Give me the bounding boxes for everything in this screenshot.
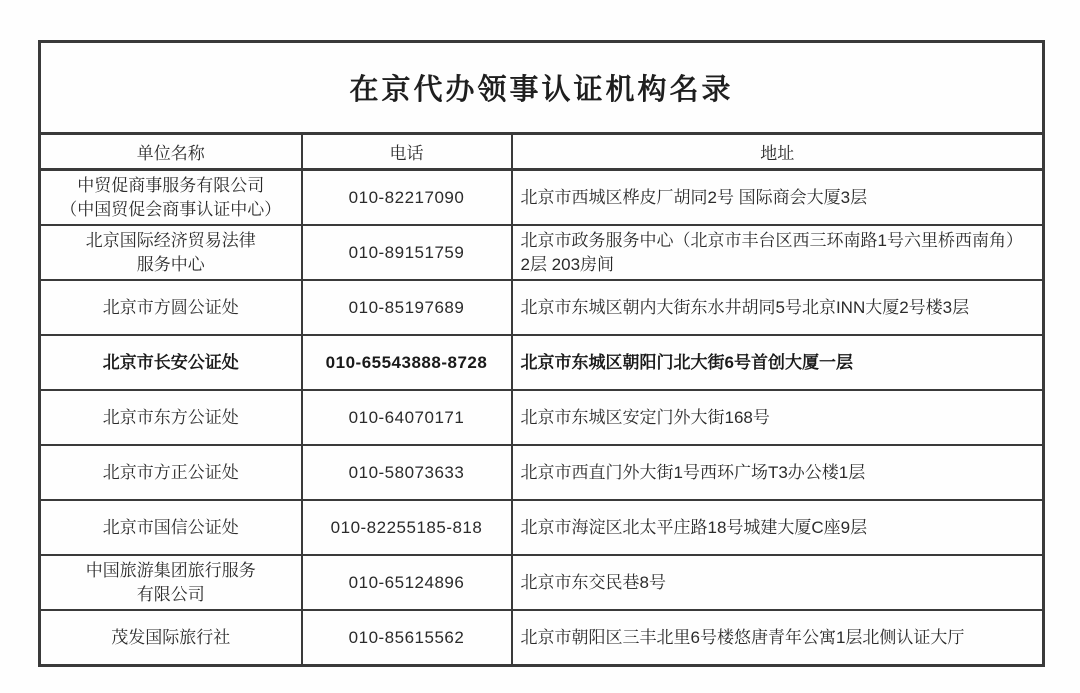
table-row <box>40 335 1044 390</box>
table-row <box>40 500 1044 555</box>
address-cell: 北京市海淀区北太平庄路18号城建大厦C座9层 <box>512 500 1044 555</box>
table-title: 在京代办领事认证机构名录 <box>40 42 1044 134</box>
column-header-3: 地址 <box>512 134 1044 170</box>
title-row <box>40 42 1044 134</box>
table-row <box>40 225 1044 280</box>
address-cell: 北京市东城区朝阳门北大街6号首创大厦一层 <box>512 335 1044 390</box>
table-row <box>40 280 1044 335</box>
directory-table <box>38 40 1045 667</box>
table-row <box>40 170 1044 226</box>
table-row <box>40 445 1044 500</box>
phone-cell: 010-85197689 <box>302 280 512 335</box>
phone-cell: 010-65543888-8728 <box>302 335 512 390</box>
phone-cell: 010-89151759 <box>302 225 512 280</box>
phone-cell: 010-82255185-818 <box>302 500 512 555</box>
address-cell: 北京市东城区安定门外大街168号 <box>512 390 1044 445</box>
column-header-2: 电话 <box>302 134 512 170</box>
address-cell: 北京市西城区桦皮厂胡同2号 国际商会大厦3层 <box>512 170 1044 226</box>
unit-name-cell: 茂发国际旅行社 <box>40 610 302 666</box>
unit-name-cell: 北京市方正公证处 <box>40 445 302 500</box>
address-cell: 北京市朝阳区三丰北里6号楼悠唐青年公寓1层北侧认证大厅 <box>512 610 1044 666</box>
address-cell: 北京市东交民巷8号 <box>512 555 1044 610</box>
phone-cell: 010-64070171 <box>302 390 512 445</box>
table-row <box>40 610 1044 666</box>
phone-cell: 010-65124896 <box>302 555 512 610</box>
phone-cell: 010-85615562 <box>302 610 512 666</box>
unit-name-cell: 北京国际经济贸易法律 服务中心 <box>40 225 302 280</box>
unit-name-cell: 中国旅游集团旅行服务 有限公司 <box>40 555 302 610</box>
address-cell: 北京市西直门外大街1号西环广场T3办公楼1层 <box>512 445 1044 500</box>
unit-name-cell: 北京市长安公证处 <box>40 335 302 390</box>
unit-name-cell: 北京市国信公证处 <box>40 500 302 555</box>
column-header-1: 单位名称 <box>40 134 302 170</box>
unit-name-cell: 中贸促商事服务有限公司 （中国贸促会商事认证中心） <box>40 170 302 226</box>
address-cell: 北京市政务服务中心（北京市丰台区西三环南路1号六里桥西南角）2层 203房间 <box>512 225 1044 280</box>
phone-cell: 010-82217090 <box>302 170 512 226</box>
unit-name-cell: 北京市东方公证处 <box>40 390 302 445</box>
phone-cell: 010-58073633 <box>302 445 512 500</box>
table-row <box>40 555 1044 610</box>
unit-name-cell: 北京市方圆公证处 <box>40 280 302 335</box>
header-row <box>40 134 1044 170</box>
table-row <box>40 390 1044 445</box>
address-cell: 北京市东城区朝内大街东水井胡同5号北京INN大厦2号楼3层 <box>512 280 1044 335</box>
